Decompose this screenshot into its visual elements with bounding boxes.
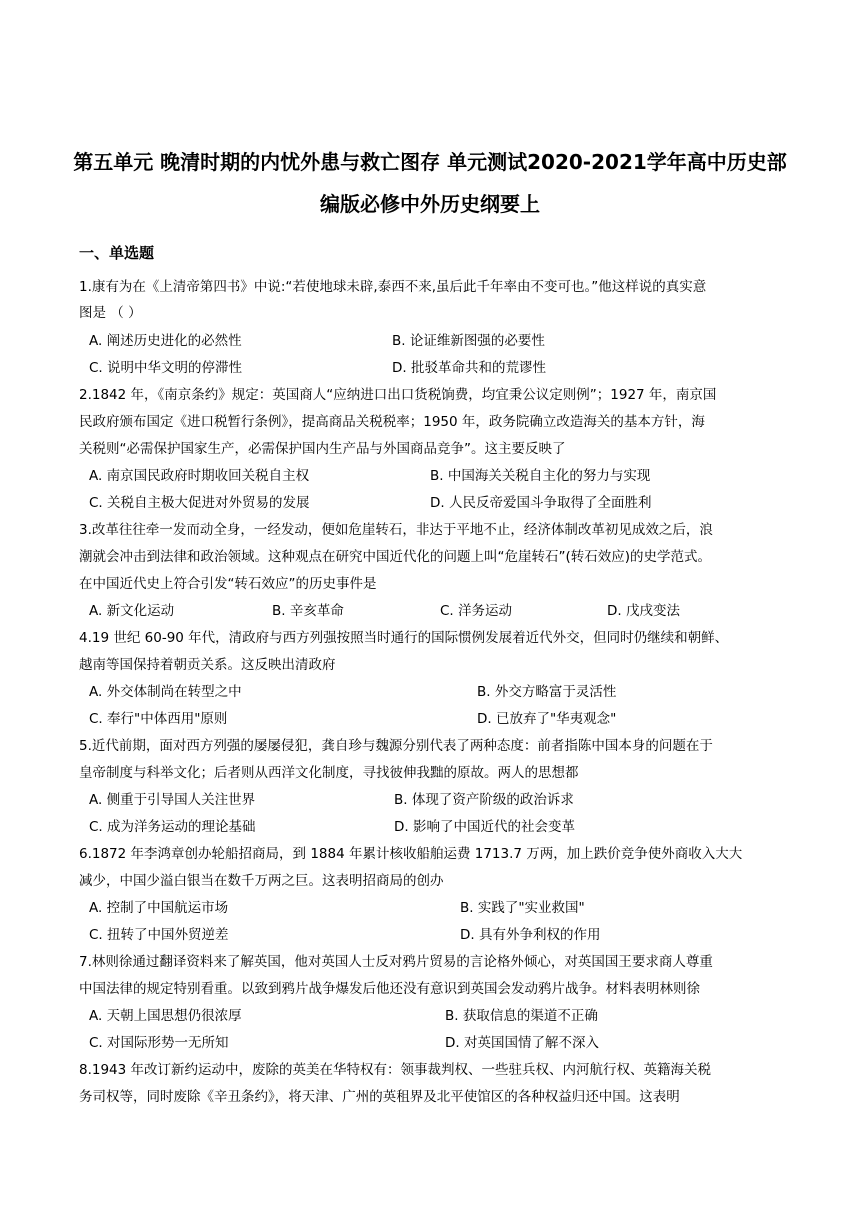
question-2-stem: 关税则“必需保护国家生产，必需保护国内生产品与外国商品竞争”。这主要反映了 xyxy=(79,441,566,457)
question-5-stem: 皇帝制度与科举文化；后者则从西洋文化制度，寻找彼伸我黜的原故。两人的思想都 xyxy=(79,765,579,781)
question-7-stem: 7.林则徐通过翻译资料来了解英国，他对英国人士反对鸦片贸易的言论格外倾心，对英国国王要求商人尊重 xyxy=(79,954,713,970)
question-8-stem: 8.1943 年改订新约运动中，废除的英美在华特权有：领事裁判权、一些驻兵权、内河航行权、英籍海关税 xyxy=(79,1062,712,1078)
document-title-line-2: 编版必修中外历史纲要上 xyxy=(320,192,540,216)
question-5-option-b: B. 体现了资产阶级的政治诉求 xyxy=(394,792,574,808)
question-1-option-b: B. 论证维新图强的必要性 xyxy=(392,333,545,349)
question-4-stem: 4.19 世纪 60-90 年代，清政府与西方列强按照当时通行的国际惯例发展着近代外交，但同时仍继续和朝鲜、 xyxy=(79,630,729,646)
question-4-option-d: D. 已放弃了"华夷观念" xyxy=(477,711,617,727)
question-2-stem: 2.1842 年，《南京条约》规定：英国商人“应纳进口出口货税饷费，均宜秉公议定则例”；1927 年，南京国 xyxy=(79,387,717,403)
question-7-option-a: A. 天朝上国思想仍很浓厚 xyxy=(89,1008,242,1024)
question-5-option-d: D. 影响了中国近代的社会变革 xyxy=(394,819,575,835)
question-6-option-a: A. 控制了中国航运市场 xyxy=(89,900,229,916)
question-1-option-a: A. 阐述历史进化的必然性 xyxy=(89,333,242,349)
question-6-option-d: D. 具有外争利权的作用 xyxy=(460,927,601,943)
question-1-stem: 1.康有为在《上清帝第四书》中说:“若使地球未辟,泰西不来,虽后此千年率由不变可也。”他这样说的真实意 xyxy=(79,279,707,295)
question-7-option-d: D. 对英国国情了解不深入 xyxy=(445,1035,599,1051)
question-7-stem: 中国法律的规定特别看重。以致到鸦片战争爆发后他还没有意识到英国会发动鸦片战争。材料表明林则徐 xyxy=(79,981,700,997)
question-5-stem: 5.近代前期，面对西方列强的屡屡侵犯，龚自珍与魏源分别代表了两种态度：前者指陈中国本身的问题在于 xyxy=(79,738,713,754)
question-6-stem: 减少，中国少溢白银当在数千万两之巨。这表明招商局的创办 xyxy=(79,873,444,889)
document-title-line-1: 第五单元 晚清时期的内忧外患与救亡图存 单元测试2020-2021学年高中历史部 xyxy=(73,150,787,174)
question-2-stem: 民政府颁布国定《进口税暂行条例》，提高商品关税税率；1950 年，政务院确立改造海关的基本方针，海 xyxy=(79,414,705,430)
question-8-stem: 务司权等，同时废除《辛丑条约》，将天津、广州的英租界及北平使馆区的各种权益归还中国。这表明 xyxy=(79,1089,680,1105)
question-6-stem: 6.1872 年李鸿章创办轮船招商局，到 1884 年累计核收船舶运费 1713.7 万两，加上跌价竞争使外商收入大大 xyxy=(79,846,743,862)
question-1-option-d: D. 批驳革命共和的荒谬性 xyxy=(392,360,546,376)
question-1-stem: 图是 （ ） xyxy=(79,305,142,321)
question-2-option-a: A. 南京国民政府时期收回关税自主权 xyxy=(89,468,310,484)
question-4-option-a: A. 外交体制尚在转型之中 xyxy=(89,684,242,700)
question-3-option-d: D. 戊戌变法 xyxy=(607,603,680,619)
question-1-option-c: C. 说明中华文明的停滞性 xyxy=(89,360,243,376)
question-3-stem: 在中国近代史上符合引发“转石效应”的历史事件是 xyxy=(79,576,377,592)
question-3-stem: 3.改革往往牵一发而动全身，一经发动，便如危崖转石，非达于平地不止，经济体制改革初见成效之后，浪 xyxy=(79,522,713,538)
question-7-option-b: B. 获取信息的渠道不正确 xyxy=(445,1008,598,1024)
question-5-option-a: A. 侧重于引导国人关注世界 xyxy=(89,792,256,808)
question-2-option-b: B. 中国海关关税自主化的努力与实现 xyxy=(430,468,651,484)
question-3-option-b: B. 辛亥革命 xyxy=(272,603,344,619)
question-6-option-c: C. 扭转了中国外贸逆差 xyxy=(89,927,229,943)
question-3-option-a: A. 新文化运动 xyxy=(89,603,175,619)
question-2-option-c: C. 关税自主极大促进对外贸易的发展 xyxy=(89,495,310,511)
question-3-stem: 潮就会冲击到法律和政治领域。这种观点在研究中国近代化的问题上叫“危崖转石”(转石效应)的史学范式。 xyxy=(79,549,712,565)
question-4-option-c: C. 奉行"中体西用"原则 xyxy=(89,711,228,727)
question-4-option-b: B. 外交方略富于灵活性 xyxy=(477,684,617,700)
question-2-option-d: D. 人民反帝爱国斗争取得了全面胜利 xyxy=(430,495,652,511)
question-6-option-b: B. 实践了"实业救国" xyxy=(460,900,585,916)
question-7-option-c: C. 对国际形势一无所知 xyxy=(89,1035,229,1051)
section-heading: 一、单选题 xyxy=(79,244,155,262)
question-3-option-c: C. 洋务运动 xyxy=(440,603,513,619)
question-5-option-c: C. 成为洋务运动的理论基础 xyxy=(89,819,256,835)
question-4-stem: 越南等国保持着朝贡关系。这反映出清政府 xyxy=(79,657,336,673)
